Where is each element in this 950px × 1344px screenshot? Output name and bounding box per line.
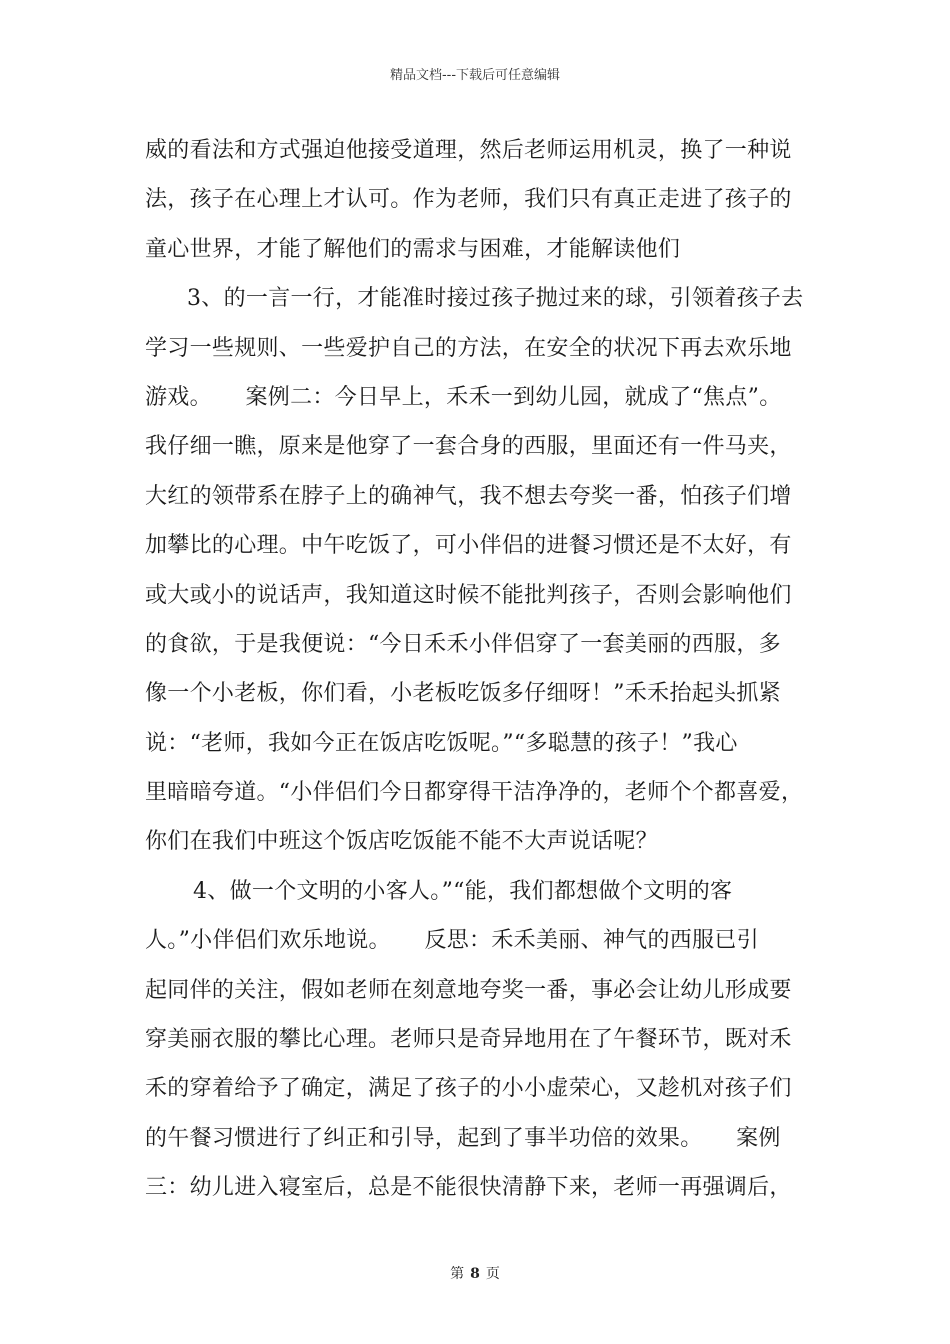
text-line: 游戏。 案例二：今日早上，禾禾一到幼儿园，就成了“焦点”。 bbox=[145, 384, 782, 410]
text-line: 三：幼儿进入寝室后，总是不能很快清静下来，老师一再强调后， bbox=[145, 1175, 792, 1201]
text-line: 你们在我们中班这个饭店吃饭能不能不大声说话呢？ bbox=[145, 829, 658, 855]
text-line: 里暗暗夸道。“小伴侣们今日都穿得干洁净净的，老师个个都喜爱， bbox=[145, 780, 804, 806]
text-line: 童心世界，才能了解他们的需求与困难，才能解读他们 bbox=[145, 236, 681, 262]
text-line: 学习一些规则、一些爱护自己的方法，在安全的状况下再去欢乐地 bbox=[145, 335, 792, 361]
page-label-prefix: 第 bbox=[450, 1266, 465, 1282]
text-line: 我仔细一瞧，原来是他穿了一套合身的西服，里面还有一件马夹， bbox=[145, 434, 792, 460]
text-line: 起同伴的关注，假如老师在刻意地夸奖一番，事必会让幼儿形成要 bbox=[145, 977, 792, 1003]
document-body bbox=[145, 126, 825, 1213]
text-line: 像一个小老板，你们看，小老板吃饭多仔细呀！”禾禾抬起头抓紧 bbox=[145, 681, 781, 707]
text-line: 的午餐习惯进行了纠正和引导，起到了事半功倍的效果。 案例 bbox=[145, 1125, 781, 1151]
page-footer bbox=[0, 1263, 950, 1283]
page-number: 8 bbox=[470, 1266, 480, 1282]
text-line: 大红的领带系在脖子上的确神气，我不想去夸奖一番，怕孩子们增 bbox=[145, 483, 792, 509]
text-line: 的食欲，于是我便说：“今日禾禾小伴侣穿了一套美丽的西服，多 bbox=[145, 631, 781, 657]
text-line: 人。”小伴侣们欢乐地说。 反思：禾禾美丽、神气的西服已引 bbox=[145, 928, 759, 954]
paragraph-start-line: 3、的一言一行，才能准时接过孩子抛过来的球，引领着孩子去 bbox=[187, 286, 804, 312]
page-header: 精品文档---下载后可任意编辑 bbox=[389, 68, 561, 83]
text-line: 法，孩子在心理上才认可。作为老师，我们只有真正走进了孩子的 bbox=[145, 187, 792, 213]
paragraph-start-line: 4、做一个文明的小客人。”“能，我们都想做个文明的客 bbox=[193, 878, 733, 904]
text-line: 威的看法和方式强迫他接受道理，然后老师运用机灵，换了一种说 bbox=[145, 138, 792, 163]
page-label-suffix: 页 bbox=[485, 1266, 500, 1282]
text-line: 加攀比的心理。中午吃饭了，可小伴侣的进餐习惯还是不太好，有 bbox=[145, 533, 792, 559]
text-line: 禾的穿着给予了确定，满足了孩子的小小虚荣心，又趁机对孩子们 bbox=[145, 1076, 792, 1102]
text-line: 穿美丽衣服的攀比心理。老师只是奇异地用在了午餐环节，既对禾 bbox=[145, 1027, 792, 1053]
text-line: 说：“老师，我如今正在饭店吃饭呢。”“多聪慧的孩子！”我心 bbox=[145, 730, 738, 756]
text-line: 或大或小的说话声，我知道这时候不能批判孩子，否则会影响他们 bbox=[145, 582, 792, 608]
